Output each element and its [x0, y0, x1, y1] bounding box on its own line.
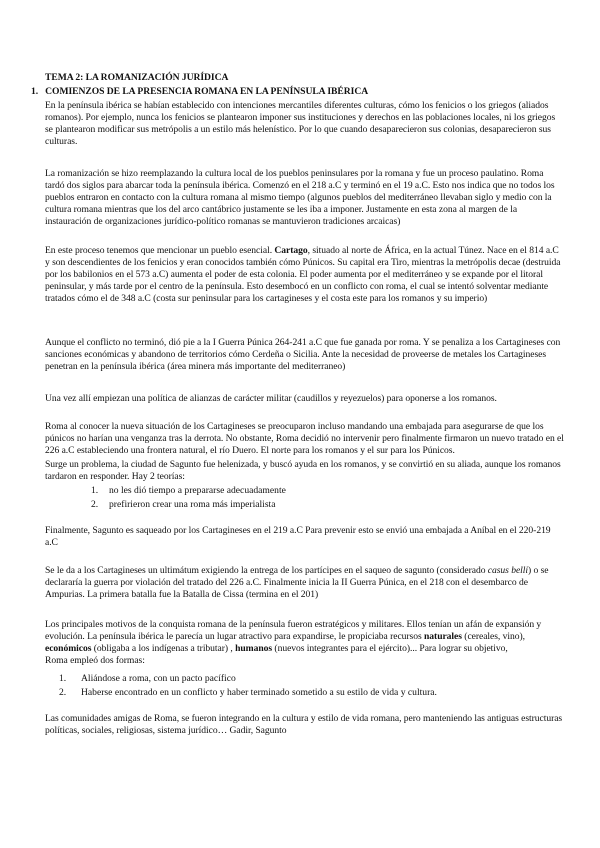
paragraph-5: Una vez allí empiezan una política de alianzas de carácter militar (caudillos y reyezuelos) para oponerse a los romanos.: [45, 393, 497, 404]
paragraph-9-text-a: Los principales motivos de la conquista romana de la península fueron estratégicos y militares. Ellos tenían un afán de expansión y evolución. La península ibérica le parecía un lugar atractivo para expandirse, le propiciaba recursos: [45, 619, 542, 642]
cartago-term: Cartago: [274, 245, 308, 256]
theory-item: prefirieron crear una roma más imperialista: [109, 499, 276, 510]
paragraph-3-text-a: En este proceso tenemos que mencionar un pueblo esencial.: [45, 245, 275, 256]
paragraph-3-text-b: , situado al norte de África, en la actual Túnez. Nace en el 814 a.C y son descendientes de los fenicios y eran conocidos también cómo Púnicos. Su capital era Tiro, mientras la metrópolis decae (destruida por los babilonios en el 573 a.C) aumenta el poder de esta colonia. El poder aumenta por el mediterráneo y se expande por el litoral peninsular, y más tarde por el centro de la península. Esto desembocó en un conflicto con roma, el cual se intentó solventar mediante tratados cómo el de 348 a.C (costa sur peninsular para los cartagineses y el costa este para los romanos y su imperio): [45, 245, 561, 304]
section-heading: [31, 86, 571, 98]
section-number: 1.: [31, 86, 39, 97]
form-number: 2.: [59, 687, 67, 698]
paragraph-8-text-a: Se le da a los Cartagineses un ultimátum exigiendo la entrega de los partícipes en el saqueo de sagunto (considerado: [45, 565, 488, 576]
humanos-term: humanos: [235, 643, 273, 654]
naturales-term: naturales: [424, 631, 462, 642]
paragraph-8-text-b: ) o se declararía la guerra por violación del tratado del 226 a.C. Finalmente inicia la II Guerra Púnica, en el 218 con el desembarco de Ampurias. La primera batalla fue la Batalla de Cissa (termina en el 201): [45, 565, 549, 600]
paragraph-6b: Surge un problema, la ciudad de Sagunto fue helenizada, y buscó ayuda en los romanos, y se convirtió en su aliada, aunque los romanos tardaron en responder. Hay 2 teorías:: [45, 459, 561, 482]
casus-belli-term: casus belli: [487, 565, 529, 576]
paragraph-9-text-f: Roma empleó dos formas:: [45, 655, 145, 666]
paragraph-1: En la península ibérica se habían establecido con intenciones mercantiles diferentes culturas, cómo los fenicios o los griegos (aliados romanos). Por ejemplo, nunca los fenicios se plantearon imponer sus instituciones y derechos en las poblaciones locales, ni los griegos se plantearon modificar sus metrópolis a un estilo más helenístico. Por lo que cuando desaparecieron sus colonias, desaparecieron sus culturas.: [45, 100, 556, 147]
form-number: 1.: [59, 673, 67, 684]
form-item: Haberse encontrado en un conflicto y haber terminado sometido a su estilo de vida y cultura.: [81, 687, 437, 698]
paragraph-10: Las comunidades amigas de Roma, se fueron integrando en la cultura y estilo de vida romana, pero manteniendo las antiguas estructuras políticas, sociales, religiosas, sistema jurídico… Gadir, Sagunto: [45, 713, 563, 736]
paragraph-8: [45, 565, 565, 601]
paragraph-9-text-d: (obligaba a los indígenas a tributar) ,: [91, 643, 236, 654]
paragraph-3: [45, 245, 565, 305]
paragraph-9-text-c: (cereales, vino),: [461, 631, 525, 642]
paragraph-9: [45, 619, 565, 667]
paragraph-9-text-e: (nuevos integrantes para el ejército)... Para lograr su objetivo,: [272, 643, 508, 654]
theory-number: 2.: [91, 499, 99, 510]
paragraph-2: La romanización se hizo reemplazando la cultura local de los pueblos peninsulares por la romana y fue un proceso paulatino. Roma tardó dos siglos para abarcar toda la península ibérica. Comenzó en el 218 a.C y terminó en el 19 a.C. Esto nos indica que no todos los pueblos entraron en contacto con la cultura romana al mismo tiempo (algunos pueblos del mediterráneo llevaban siglo y medio con la cultura romana mientras que los del arco cantábrico justamente se les iba a imponer. Justamente en esta zona al margen de la instauración de organizaciones jurídico-político romanas se mantuvieron tradiciones arcaicas): [45, 168, 555, 227]
economicos-term: económicos: [45, 643, 92, 654]
theory-item: no les dió tiempo a prepararse adecuadamente: [109, 485, 286, 496]
form-item: Aliándose a roma, con un pacto pacífico: [81, 673, 236, 684]
document-title: TEMA 2: LA ROMANIZACIÓN JURÍDICA: [45, 72, 229, 83]
paragraph-7: Finalmente, Sagunto es saqueado por los Cartagineses en el 219 a.C Para prevenir esto se envió una embajada a Aníbal en el 220-219 a.C: [45, 525, 551, 548]
paragraph-4: Aunque el conflicto no terminó, dió pie a la I Guerra Púnica 264-241 a.C que fue ganada por roma. Y se penaliza a los Cartagineses con sanciones económicas y abandono de territorios cómo Cerdeña o Sicilia. Ante la necesidad de proveerse de metales los Cartagineses penetran en la península ibérica (área minera más importante del mediterraneo): [45, 337, 561, 372]
section-title: COMIENZOS DE LA PRESENCIA ROMANA EN LA PENÍNSULA IBÉRICA: [45, 86, 369, 97]
paragraph-6: Roma al conocer la nueva situación de los Cartagineses se preocuparon incluso mandando una embajada para asegurarse de que los púnicos no harían una venganza tras la derrota. No obstante, Roma decidió no intervenir pero finalmente firmaron un nuevo tratado en el 226 a.C estableciendo una frontera natural, el río Duero. El norte para los romanos y el sur para los Púnicos.: [45, 421, 564, 456]
theory-number: 1.: [91, 485, 99, 496]
